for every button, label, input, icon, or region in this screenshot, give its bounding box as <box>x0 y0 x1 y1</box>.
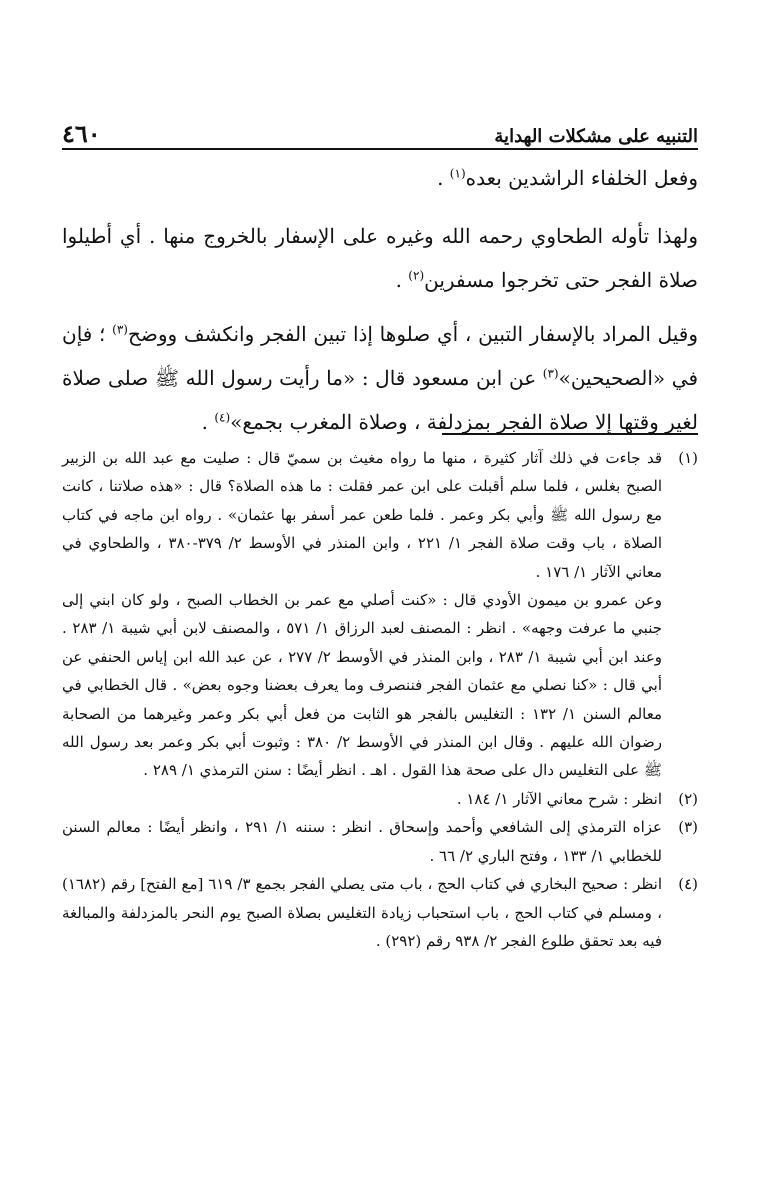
main-text <box>62 156 698 454</box>
footnote-4 <box>62 870 698 955</box>
footnote-number: (٣) <box>678 818 698 837</box>
footnote-number: (١) <box>678 449 698 467</box>
footnote-paragraph: قد جاءت في ذلك آثار كثيرة ، منها ما رواه مغيث بن سميّ قال : صليت مع عبد الله بن الزبير الصبح بغلس ، فلما سلم أقبلت على ابن عمر فقلت : ما هذه الصلاة؟ قال : «هذه صلاتنا ، كانت مع رسول الله ﷺ وأبي بكر وعمر . فلما طعن عمر أسفر بها عثمان» . رواه ابن ماجه في كتاب الصلاة ، باب وقت صلاة الفجر ١/ ٢٢١ ، وابن المنذر في الأوسط ٢/ ٣٧٩-٣٨٠ ، والطحاوي في معاني الآثار ١/ ١٧٦ . <box>62 449 663 581</box>
book-title: التنبيه على مشكلات الهداية <box>494 126 698 147</box>
footnote-divider <box>442 433 698 435</box>
page-number: ٤٦٠ <box>62 119 101 148</box>
footnote-paragraph: انظر : صحيح البخاري في كتاب الحج ، باب متى يصلي الفجر بجمع ٣/ ٦١٩ [مع الفتح] رقم (١٦٨٢) ، ومسلم في كتاب الحج ، باب استحباب زيادة التغليس بصلاة الصبح يوم النحر بالمزدلفة والمبالغة فيه بعد تحقق طلوع الفجر ٢/ ٩٣٨ رقم (٢٩٢) . <box>62 875 662 950</box>
main-paragraph-3: وقيل المراد بالإسفار التبين ، أي صلوها إذا تبين الفجر وانكشف ووضح$^{(٣)}$ ؛ فإن في «الصحيحين»$^{(٣)}$ عن ابن مسعود قال : «ما رأيت رسول الله ﷺ صلى صلاة لغير وقتها إلا صلاة الفجر بمزدلفة ، وصلاة المغرب بجمع»$^{(٤)}$ . <box>62 322 698 434</box>
main-paragraph-1: وفعل الخلفاء الراشدين بعده$^{(١)}$ . <box>437 166 698 190</box>
footnotes <box>62 444 698 955</box>
footnote-ref-4[interactable]: (٤) <box>214 410 231 425</box>
footnote-ref-3b[interactable]: (٣) <box>542 366 559 381</box>
footnote-1 <box>62 444 698 785</box>
footnote-paragraph: عزاه الترمذي إلى الشافعي وأحمد وإسحاق . انظر : سننه ١/ ٢٩١ ، وانظر أيضًا : معالم السنن للخطابي ١/ ١٣٣ ، وفتح الباري ٢/ ٦٦ . <box>62 818 662 865</box>
footnote-ref-3a[interactable]: (٣) <box>112 322 128 337</box>
footnote-number: (٢) <box>678 789 698 808</box>
footnote-3 <box>62 813 698 870</box>
footnote-paragraph: انظر : شرح معاني الآثار ١/ ١٨٤ . <box>456 789 662 808</box>
main-paragraph-2: ولهذا تأوله الطحاوي رحمه الله وغيره على الإسفار بالخروج منها . أي أطيلوا صلاة الفجر حتى تخرجوا مسفرين$^{(٢)}$ . <box>62 224 698 292</box>
footnote-ref-2[interactable]: (٢) <box>408 268 425 283</box>
header-divider <box>62 148 698 150</box>
footnote-number: (٤) <box>678 875 698 894</box>
footnote-paragraph: وعن عمرو بن ميمون الأودي قال : «كنت أصلي مع عمر بن الخطاب الصبح ، ولو كان ابني إلى جنبي ما عرفت وجهه» . انظر : المصنف لعبد الرزاق ١/ ٥٧١ ، والمصنف لابن أبي شيبة ١/ ٢٨٣ . وعند ابن أبي شيبة ١/ ٢٨٣ ، وابن المنذر في الأوسط ٢/ ٢٧٧ ، عن عبد الله ابن إياس الحنفي عن أبي قال : «كنا نصلي مع عثمان الفجر فننصرف وما يعرف بعضنا وجوه بعض» . قال الخطابي في معالم السنن ١/ ١٣٢ : التغليس بالفجر هو الثابت من فعل أبي بكر وعمر وغيرهما من الصحابة رضوان الله عليهم . وقال ابن المنذر في الأوسط ٢/ ٣٨٠ : وثبوت أبي بكر وعمر بعد رسول الله ﷺ على التغليس دال على صحة هذا القول . اهـ . انظر أيضًا : سنن الترمذي ١/ ٢٨٩ . <box>62 591 663 780</box>
running-header <box>62 112 698 146</box>
footnote-ref-1[interactable]: (١) <box>449 166 466 181</box>
footnote-2 <box>62 785 698 813</box>
